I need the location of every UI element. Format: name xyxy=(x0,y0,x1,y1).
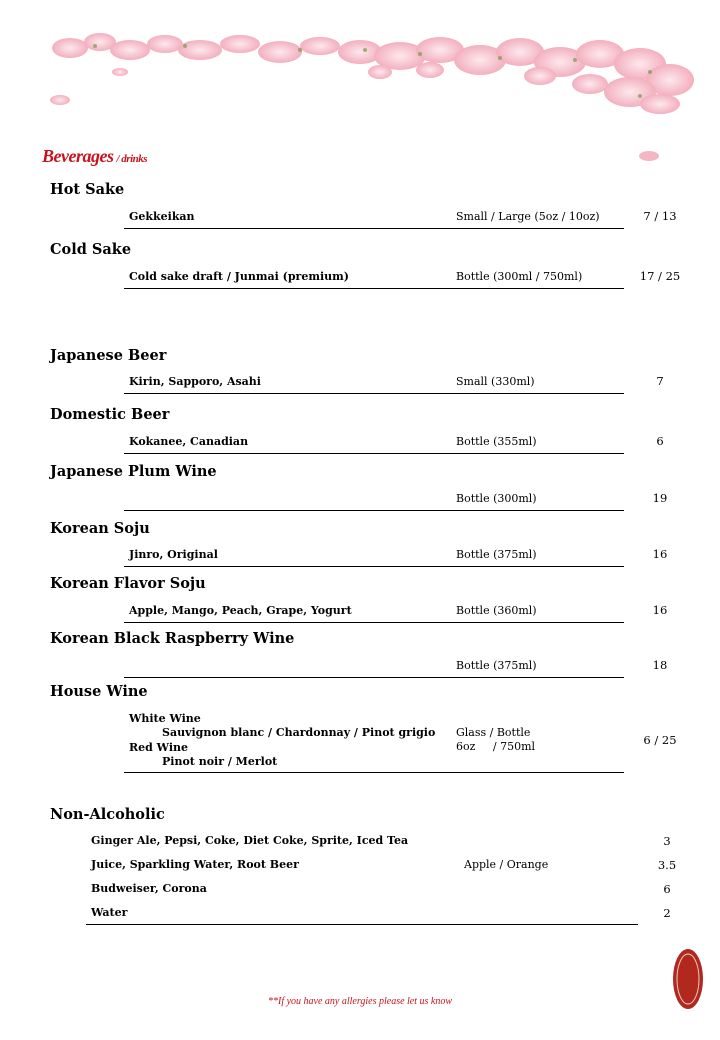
item-price: 16 xyxy=(652,603,668,617)
divider xyxy=(124,566,624,567)
white-wine-varieties: Sauvignon blanc / Chardonnay / Pinot grigio xyxy=(162,726,436,739)
beverages-heading: Beverages xyxy=(42,146,114,166)
category-domestic-beer: Domestic Beer xyxy=(50,406,170,423)
item-size: Bottle (375ml) xyxy=(456,548,537,561)
item-size: Bottle (300ml / 750ml) xyxy=(456,270,583,283)
item-price: 19 xyxy=(652,491,668,505)
item-name: Kirin, Sapporo, Asahi xyxy=(129,375,261,388)
item-size: Bottle (360ml) xyxy=(456,604,537,617)
item-option: Apple / Orange xyxy=(464,858,549,871)
item-price: 6 xyxy=(656,434,664,448)
category-korean-soju: Korean Soju xyxy=(50,520,150,537)
divider xyxy=(124,453,624,454)
item-name: Cold sake draft / Junmai (premium) xyxy=(129,270,349,283)
item-price: 7 / 13 xyxy=(643,209,677,223)
divider xyxy=(124,228,624,229)
item-price: 3 xyxy=(663,834,671,848)
item-size: Bottle (300ml) xyxy=(456,492,537,505)
category-raspberry-wine: Korean Black Raspberry Wine xyxy=(50,630,295,647)
allergy-note: **If you have any allergies please let us know xyxy=(268,996,453,1007)
item-size: Small / Large (5oz / 10oz) xyxy=(456,210,600,223)
category-non-alcoholic: Non-Alcoholic xyxy=(50,806,165,823)
menu-section-title xyxy=(42,146,147,167)
category-plum-wine: Japanese Plum Wine xyxy=(50,463,217,480)
item-name: Jinro, Original xyxy=(129,548,218,561)
item-price: 6 xyxy=(663,882,671,896)
item-price: 18 xyxy=(652,658,668,672)
divider xyxy=(86,924,638,925)
item-price: 3.5 xyxy=(657,858,677,872)
white-wine-label: White Wine xyxy=(129,712,201,725)
category-cold-sake: Cold Sake xyxy=(50,241,132,258)
petal-decoration-icon xyxy=(638,150,660,162)
page-corner-badge-icon xyxy=(672,948,704,1010)
item-name: Kokanee, Canadian xyxy=(129,435,249,448)
category-flavor-soju: Korean Flavor Soju xyxy=(50,575,206,592)
divider xyxy=(124,772,624,773)
divider xyxy=(124,622,624,623)
category-japanese-beer: Japanese Beer xyxy=(50,347,167,364)
divider xyxy=(124,288,624,289)
item-price: 16 xyxy=(652,547,668,561)
divider xyxy=(124,393,624,394)
item-name: Ginger Ale, Pepsi, Coke, Diet Coke, Sprite, Iced Tea xyxy=(91,834,409,847)
item-size-detail: 6oz / 750ml xyxy=(456,740,536,753)
item-size: Bottle (375ml) xyxy=(456,659,537,672)
item-size: Glass / Bottle xyxy=(456,726,531,739)
divider xyxy=(124,677,624,678)
item-name: Water xyxy=(91,906,128,919)
drinks-subheading: / drinks xyxy=(116,153,148,165)
divider xyxy=(124,510,624,511)
red-wine-varieties: Pinot noir / Merlot xyxy=(162,755,278,768)
category-house-wine: House Wine xyxy=(50,683,148,700)
item-price: 2 xyxy=(663,906,671,920)
cherry-blossom-banner xyxy=(0,0,720,130)
category-hot-sake: Hot Sake xyxy=(50,181,125,198)
item-name: Apple, Mango, Peach, Grape, Yogurt xyxy=(129,604,352,617)
item-name: Budweiser, Corona xyxy=(91,882,207,895)
item-name: Juice, Sparkling Water, Root Beer xyxy=(91,858,299,871)
red-wine-label: Red Wine xyxy=(129,741,188,754)
item-price: 17 / 25 xyxy=(639,269,681,283)
item-name: Gekkeikan xyxy=(129,210,195,223)
item-price: 6 / 25 xyxy=(643,733,677,747)
item-size: Small (330ml) xyxy=(456,375,535,388)
item-size: Bottle (355ml) xyxy=(456,435,537,448)
item-price: 7 xyxy=(656,374,664,388)
